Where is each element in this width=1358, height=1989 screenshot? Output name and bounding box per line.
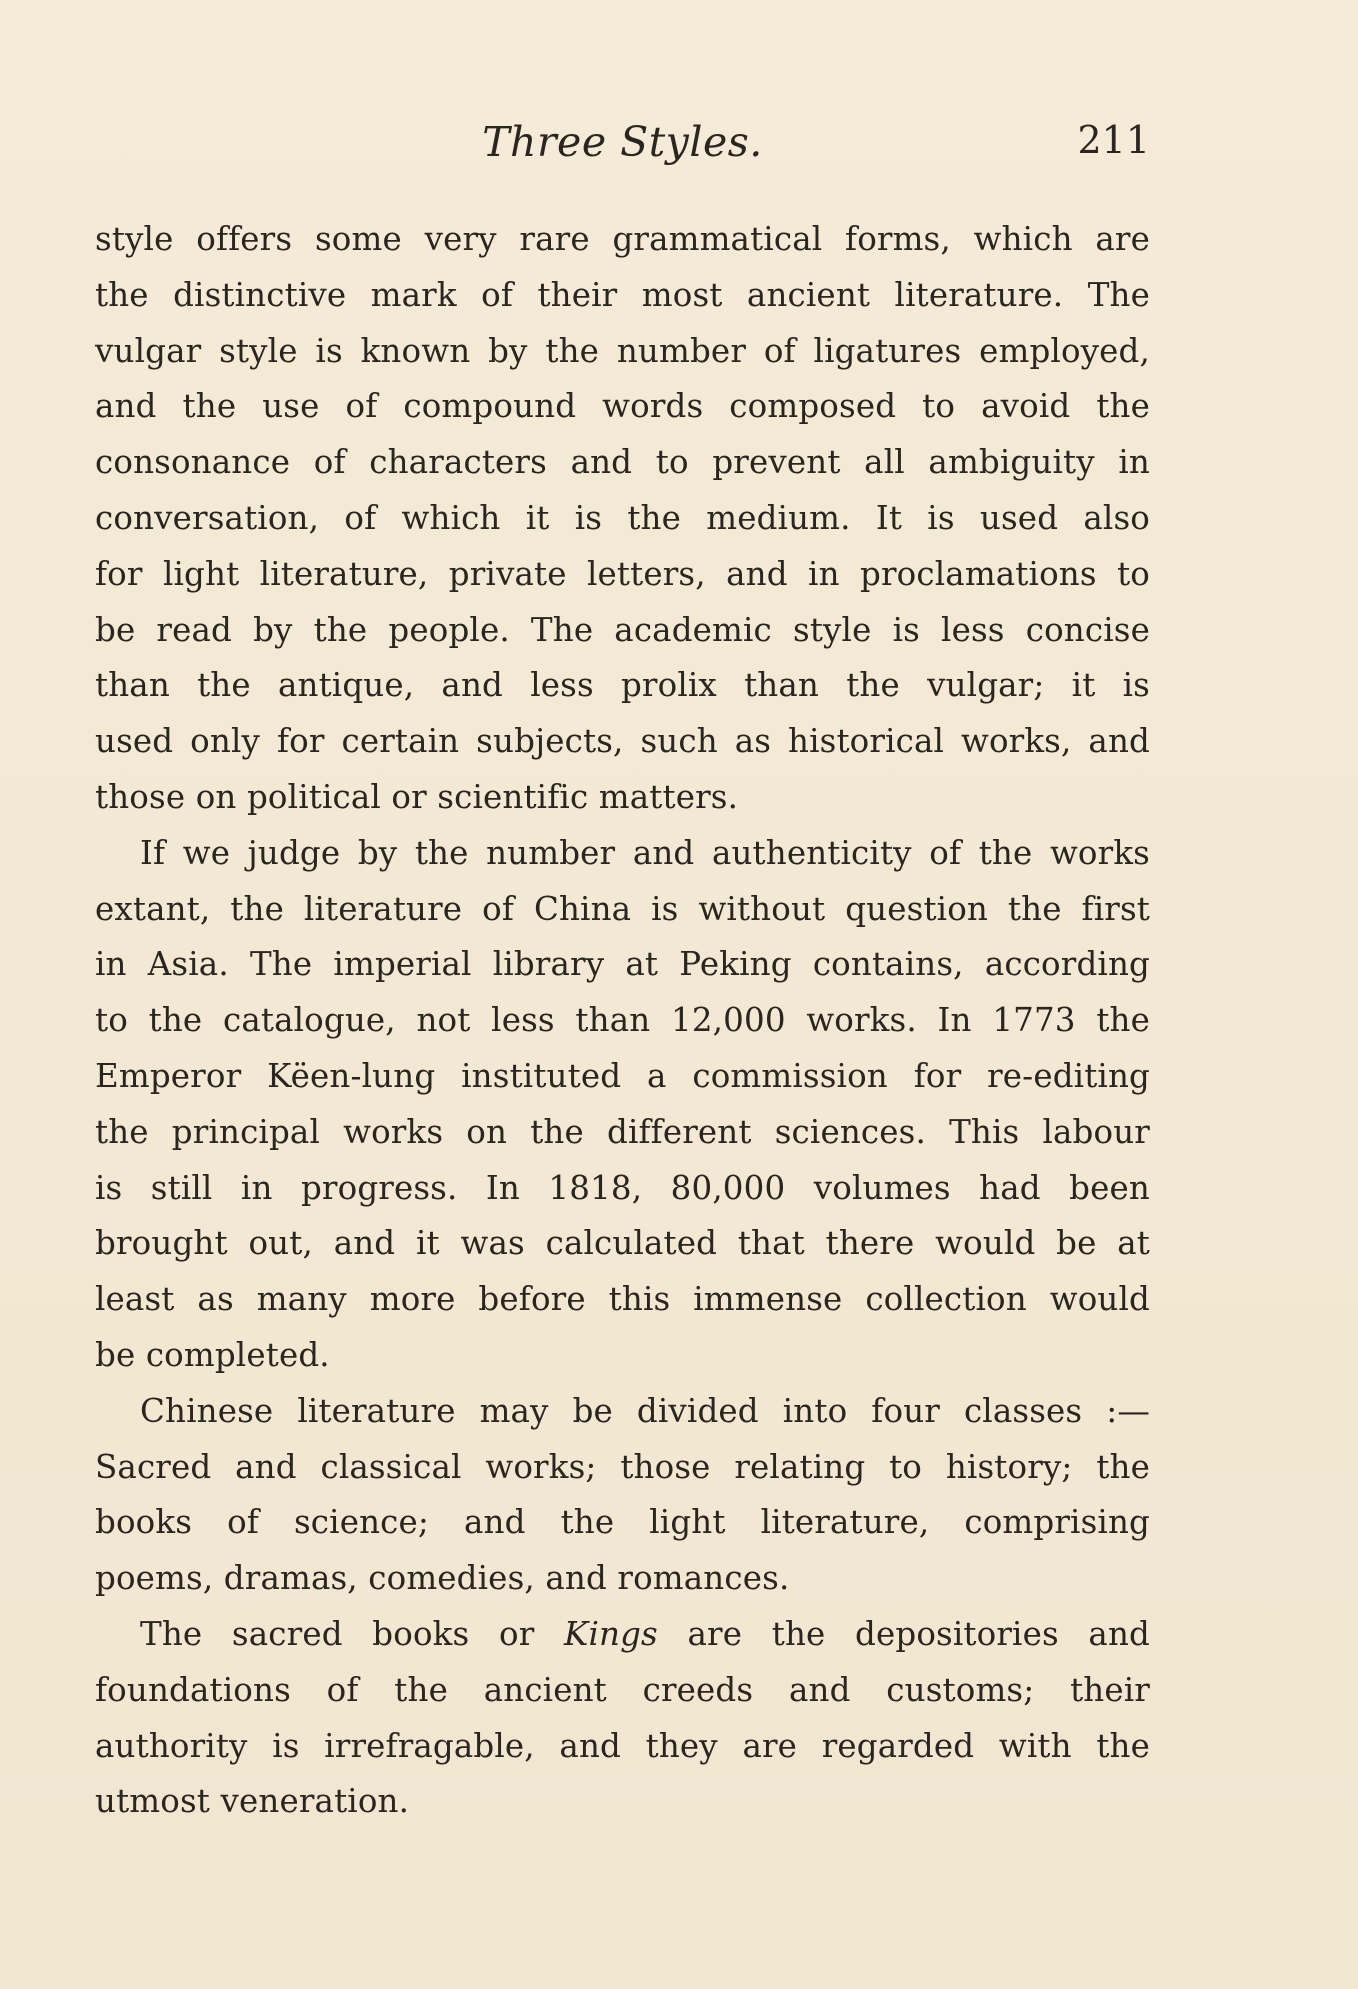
text-line: style offers some very rare grammatical forms, which are <box>95 220 1150 258</box>
text-line: for light literature, private letters, and in proclamations to <box>95 554 1150 593</box>
text-line: consonance of characters and to prevent all ambiguity in <box>95 443 1150 482</box>
text-line: If we judge by the number and authenticity of the works <box>140 833 1150 872</box>
text-line: be read by the people. The academic style is less concise <box>95 610 1150 649</box>
paragraph-1 <box>95 212 1150 826</box>
italic-term: Kings <box>564 1614 658 1653</box>
body-text <box>95 212 1150 1830</box>
text-line: the principal works on the different sciences. This labour <box>95 1112 1150 1151</box>
text-line <box>95 1607 1150 1663</box>
running-head <box>95 118 1150 178</box>
paragraph-4 <box>95 1607 1150 1830</box>
paragraph-2 <box>95 826 1150 1384</box>
text-line: and the use of compound words composed to avoid the <box>95 387 1150 426</box>
text-line: brought out, and it was calculated that there would be at <box>95 1224 1150 1263</box>
text-line: is still in progress. In 1818, 80,000 volumes had been <box>95 1168 1150 1207</box>
text-line: used only for certain subjects, such as historical works, and <box>95 722 1150 761</box>
text-line: extant, the literature of China is without question the first <box>95 889 1150 928</box>
text-line: be completed. <box>95 1335 330 1374</box>
text-line: vulgar style is known by the number of ligatures employed, <box>95 331 1150 370</box>
text-line: foundations of the ancient creeds and customs; their <box>95 1670 1150 1709</box>
text-fragment: are the depositories and <box>687 1614 1150 1653</box>
text-line: utmost veneration. <box>95 1782 410 1821</box>
page-number: 211 <box>1077 118 1150 162</box>
text-line: authority is irrefragable, and they are regarded with the <box>95 1726 1150 1765</box>
text-fragment: The sacred books or <box>140 1614 535 1653</box>
text-line: Sacred and classical works; those relating to history; the <box>95 1447 1150 1486</box>
text-line: Emperor Këen-lung instituted a commission for re-editing <box>95 1056 1150 1095</box>
text-line: least as many more before this immense collection would <box>95 1280 1150 1319</box>
text-line: Chinese literature may be divided into four classes :— <box>140 1391 1150 1430</box>
paragraph-3 <box>95 1384 1150 1607</box>
text-line: in Asia. The imperial library at Peking contains, according <box>95 945 1150 984</box>
text-line: books of science; and the light literature, comprising <box>95 1503 1150 1542</box>
text-line: conversation, of which it is the medium. It is used also <box>95 498 1150 537</box>
chapter-running-title: Three Styles. <box>482 118 763 166</box>
text-line: than the antique, and less prolix than the vulgar; it is <box>95 666 1150 705</box>
text-line: the distinctive mark of their most ancient literature. The <box>95 275 1150 314</box>
text-line: to the catalogue, not less than 12,000 works. In 1773 the <box>95 1001 1150 1040</box>
text-line: those on political or scientific matters. <box>95 777 739 816</box>
text-line: poems, dramas, comedies, and romances. <box>95 1559 790 1598</box>
